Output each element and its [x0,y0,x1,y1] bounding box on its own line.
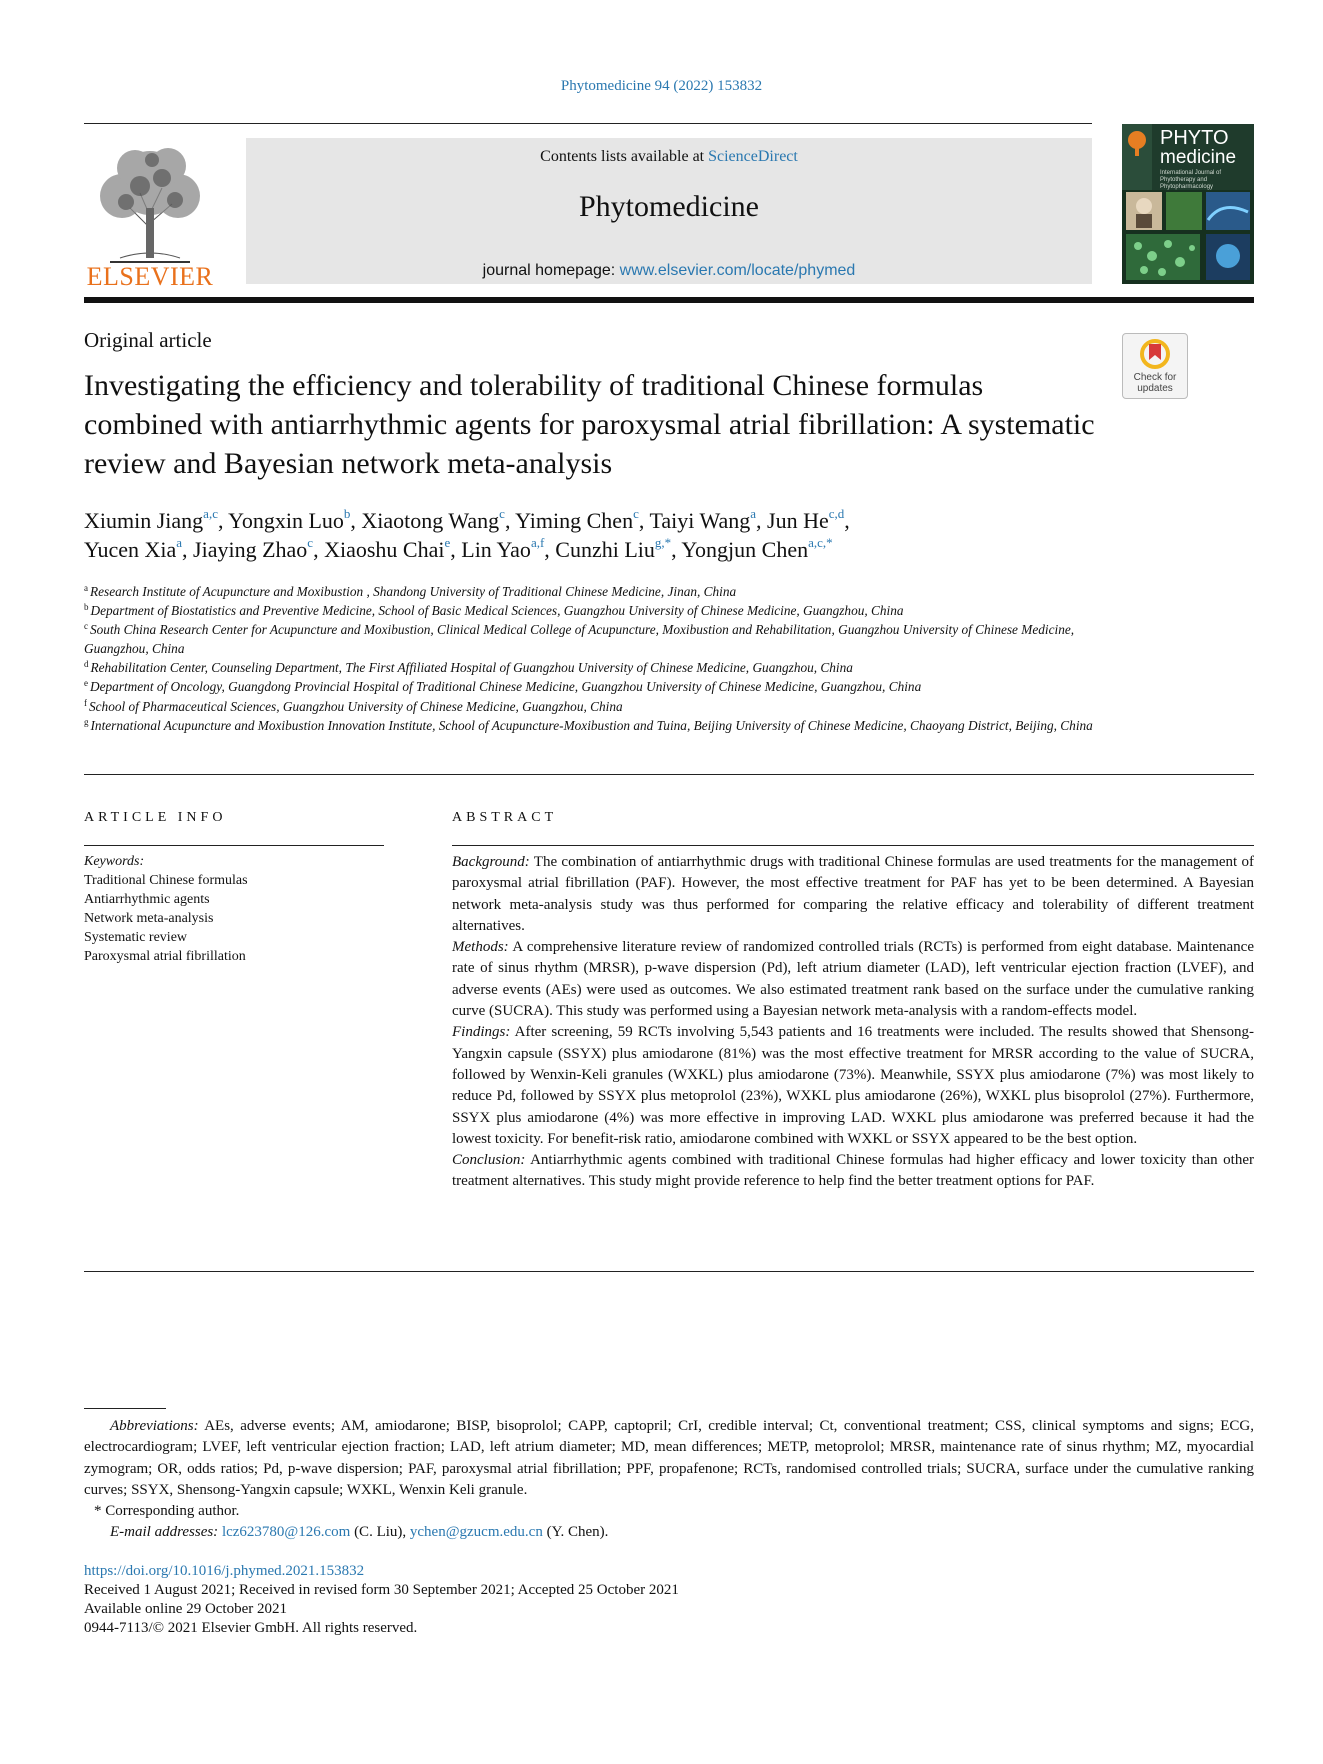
keyword: Traditional Chinese formulas [84,873,248,888]
abstract-heading: ABSTRACT [452,810,558,825]
contents-line [246,148,1092,166]
footnote-rule [84,1408,166,1409]
author[interactable]: Yongjun Chen$^{a,c,*}$ [681,535,833,562]
cover-illustration [1122,190,1254,284]
publication-info [84,1562,1084,1638]
homepage-line [246,262,1092,280]
article-info-heading: ARTICLE INFO [84,810,227,825]
keyword: Systematic review [84,930,188,945]
cover-subtitle: medicine [1160,147,1237,168]
abstract-methods: Methods: A comprehensive literature review of randomized controlled trials (RCTs) is performed from eight database. Maintenance rate of sinus rhythm (MRSR), p-wave dispersion (Pd), left atrium diameter (LAD), left ventricular ejection fraction (LVEF), and adverse events (AEs) were used as outcomes. We also estimated treatment rank based on the surface under the cumulative ranking curve (SUCRA). This study was performed using a Bayesian network meta-analysis with a random-effects model. [452,939,1254,1020]
email-link[interactable]: ychen@gzucm.edu.cn [409,1524,543,1541]
author[interactable]: Yongxin Luo$^b$ [228,506,351,533]
keyword: Network meta-analysis [84,911,214,926]
doi-link[interactable]: https://doi.org/10.1016/j.phymed.2021.153832 [84,1563,365,1579]
affiliation: $^b$ Department of Biostatistics and Preventive Medicine, School of Basic Medical Sciences, Guangzhou University of Chinese Medicine, Guangzhou, China [84,602,904,619]
author[interactable]: Jun He$^{c,d}$ [767,506,845,533]
elsevier-wordmark: ELSEVIER [86,262,214,291]
abstract-background: Background: The combination of antiarrhythmic drugs with traditional Chinese formulas are used treatments for the management of paroxysmal atrial fibrillation (PAF). However, the most effective treatment for PAF has yet to be been determined. A Bayesian network meta-analysis study was thus performed for comparing the relative efficacy and tolerability of different treatment alternatives. [452,854,1254,934]
affiliation: $^f$ School of Pharmaceutical Sciences, Guangzhou University of Chinese Medicine, Guangzhou, China [84,697,623,714]
keyword: Paroxysmal atrial fibrillation [84,949,246,964]
bookmark-icon [1140,338,1170,370]
section-rule [84,774,1254,775]
contents-prefix: Contents lists available at [540,148,709,165]
keyword: Antiarrhythmic agents [84,892,210,907]
affiliation: $^g$ International Acupuncture and Moxibustion Innovation Institute, School of Acupuncture-Moxibustion and Tuina, Beijing University of Chinese Medicine, Chaoyang District, Beijing, China [84,716,1093,733]
author[interactable]: Lin Yao$^{a,f}$ [461,535,545,562]
keywords [84,852,384,966]
footnotes [84,1416,1254,1544]
email-addresses: E-mail addresses: lcz623780@126.com (C. Liu), ychen@gzucm.edu.cn (Y. Chen). [110,1524,609,1541]
journal-masthead [246,138,1092,284]
author[interactable]: Xiaoshu Chai$^e$ [324,535,451,562]
author[interactable]: Yiming Chen$^c$ [515,506,639,533]
cover-strip [1122,124,1152,190]
header-rule [84,123,1092,124]
homepage-link[interactable]: www.elsevier.com/locate/phymed [619,262,856,279]
abstract-body [452,852,1254,1193]
author[interactable]: Xiaotong Wang$^c$ [361,506,505,533]
author[interactable]: Xiumin Jiang$^{a,c}$ [84,506,218,533]
author[interactable]: Taiyi Wang$^a$ [649,506,757,533]
cover-tagline: International Journal of Phytotherapy and Phytopharmacology [1160,170,1222,190]
author-list: Xiumin Jiang$^{a,c}$, Yongxin Luo$^b$, Xiaotong Wang$^c$, Yiming Chen$^c$, Taiyi Wang$^a$, Jun He$^{c,d}$, Yucen Xia$^a$, Jiaying Zhao$^c$, Xiaoshu Chai$^e$, Lin Yao$^{a,f}$, Cunzhi Liu$^{g,*}$, Yongjun Chen$^{a,c,*}$ [84,506,850,562]
available-online: Available online 29 October 2021 [84,1601,287,1617]
affiliations [84,582,1094,735]
sciencedirect-link[interactable]: ScienceDirect [708,148,798,165]
author[interactable]: Cunzhi Liu$^{g,*}$ [555,535,672,562]
abstract-rule [452,845,1254,846]
affiliation: $^d$ Rehabilitation Center, Counseling Department, The First Affiliated Hospital of Guangzhou University of Chinese Medicine, Guangzhou, China [84,659,853,676]
abbreviations: Abbreviations: AEs, adverse events; AM, amiodarone; BISP, bisoprolol; CAPP, captopril; CrI, credible interval; Ct, conventional treatment; CSS, clinical symptoms and signs; ECG, electrocardiogram; LVEF, left ventricular ejection fraction; LAD, left atrium diameter; MD, mean differences; METP, metoprolol; MRSR, maintenance rate of sinus rhythm; MZ, myocardial zymogram; OR, odds ratios; Pd, p-wave dispersion; PAF, paroxysmal atrial fibrillation; PPF, propafenone; RCTs, randomised controlled trials; SUCRA, surface under the cumulative ranking curves; SSYX, Shensong-Yangxin capsule; WXKL, Wenxin Keli granule. [84,1418,1254,1498]
corresponding-author-note: * Corresponding author. [94,1503,240,1520]
email-link[interactable]: lcz623780@126.com [221,1524,351,1541]
author[interactable]: Jiaying Zhao$^c$ [193,535,314,562]
article-type: Original article [84,328,212,352]
abstract-conclusion: Conclusion: Antiarrhythmic agents combined with traditional Chinese formulas had higher efficacy and lower toxicity than other treatment alternatives. This study might provide reference to help find the better treatment options for PAF. [452,1152,1254,1190]
cover-title: PHYTO [1160,127,1229,149]
section-rule [84,1271,1254,1272]
masthead-rule [84,297,1254,303]
journal-name: Phytomedicine [579,190,759,223]
author[interactable]: Yucen Xia$^a$ [84,535,183,562]
elsevier-mini-logo [1122,124,1152,190]
affiliation: $^e$ Department of Oncology, Guangdong Provincial Hospital of Traditional Chinese Medicine, Guangzhou University of Chinese Medicine, Guangzhou, China [84,678,922,695]
received-dates: Received 1 August 2021; Received in revised form 30 September 2021; Accepted 25 October 2021 [84,1582,679,1598]
affiliation: $^c$ South China Research Center for Acupuncture and Moxibustion, Clinical Medical College of Acupuncture, Moxibustion and Rehabilitation, Guangzhou University of Chinese Medicine, Guangzhou, China [84,621,1075,657]
journal-reference[interactable]: Phytomedicine 94 (2022) 153832 [560,78,763,94]
journal-cover[interactable] [1122,124,1254,284]
article-info-rule [84,845,384,846]
check-for-updates-button[interactable] [1122,333,1188,399]
check-for-updates-label: Check for updates [1133,372,1177,394]
affiliation: $^a$ Research Institute of Acupuncture and Moxibustion , Shandong University of Traditional Chinese Medicine, Jinan, China [84,583,737,599]
abstract-findings: Findings: After screening, 59 RCTs involving 5,543 patients and 16 treatments were included. The results showed that Shensong-Yangxin capsule (SSYX) plus amiodarone (81%) was the most effective treatment for MRSR according to the value of SUCRA, followed by Wenxin-Keli granules (WXKL) plus amiodarone (73%). Meanwhile, SSYX plus amiodarone (7%) was most likely to reduce Pd, followed by SSYX plus metoprolol (23%), WXKL plus amiodarone (26%), WXKL plus bisoprolol (27%). Furthermore, SSYX plus amiodarone (4%) was more effective in improving LAD. WXKL plus amiodarone was preferred because it had the lowest toxicity. For benefit-risk ratio, amiodarone combined with WXKL or SSYX appeared to be the best option. [452,1024,1254,1147]
homepage-prefix: journal homepage: [482,262,620,279]
keywords-label: Keywords: [84,854,145,869]
article-title: Investigating the efficiency and tolerability of traditional Chinese formulas combined with antiarrhythmic agents for paroxysmal atrial fibrillation: A systematic review and Bayesian network meta-analysis [84,369,1095,480]
copyright: 0944-7113/© 2021 Elsevier GmbH. All rights reserved. [84,1620,418,1636]
